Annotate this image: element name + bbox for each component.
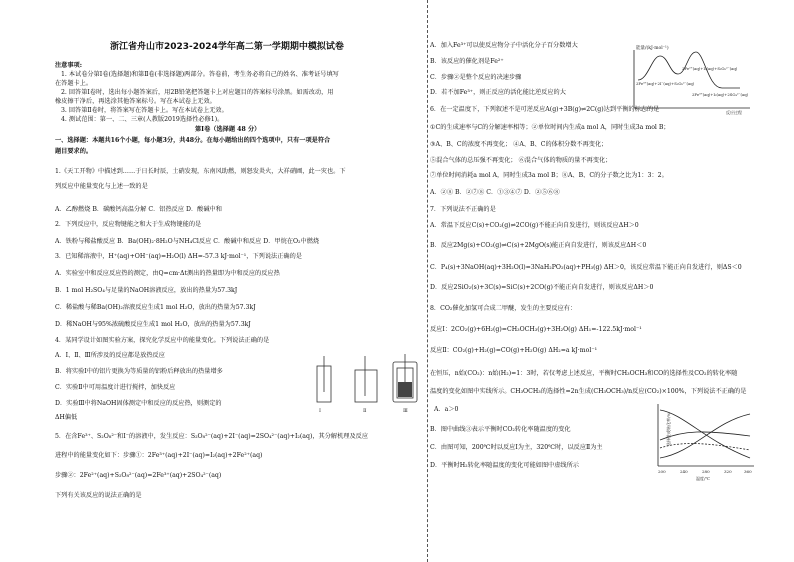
option-line: B．该反应的催化剂是Fe²⁺ bbox=[430, 58, 504, 65]
tick-label: 280 bbox=[702, 469, 710, 474]
part1-heading: 第Ⅰ卷（选择题 48 分） bbox=[195, 126, 261, 133]
tick-label: 240 bbox=[680, 469, 688, 474]
svg-text:Ⅱ: Ⅱ bbox=[363, 408, 367, 414]
left-column bbox=[55, 0, 427, 562]
reaction-line: 反应Ⅰ：2CO₂(g)+6H₂(g)=CH₃OCH₃(g)+3H₂O(g) ΔH₁=-122.5kJ·mol⁻¹ bbox=[430, 326, 642, 333]
question-line: 3．已知稀溶液中，H⁺(aq)+OH⁻(aq)=H₂O(l) ΔH=-57.3 kJ·mol⁻¹，下列说法正确的是 bbox=[55, 253, 302, 260]
question-line: 进程中的能量变化如下：步骤①：2Fe³⁺(aq)+2I⁻(aq)=I₂(aq)+2Fe²⁺(aq) bbox=[55, 452, 263, 459]
question-line: 6．在一定温度下，下列叙述不是可逆反应A(g)+3B(g)⇌2C(g)达到平衡的标志的是 bbox=[430, 106, 660, 113]
option-line: D．若不加Fe³⁺，则正反应的活化能比逆反应的大 bbox=[430, 89, 566, 96]
energy-label-1: 2Fe³⁺(aq)+2I⁻(aq)+S₂O₈²⁻(aq) bbox=[636, 81, 695, 86]
column-divider bbox=[427, 0, 428, 562]
notice-line: 1. 本试卷分第Ⅰ卷(选择题)和第Ⅱ卷(非选择题)两部分。答卷前，考生务必将自己的姓名、准考证号填写 bbox=[61, 71, 339, 78]
exam-title: 浙江省舟山市2023-2024学年高二第一学期期中模拟试卷 bbox=[110, 42, 344, 52]
curve-y-label: 选择性或转化率/% bbox=[666, 412, 671, 446]
notice-heading: 注意事项: bbox=[55, 62, 83, 69]
notice-line: 4. 测试范围：第一、二、三章(人教版2019选择性必修1)。 bbox=[61, 116, 224, 123]
option-line: C．由图可知，200℃时以反应Ⅰ为主，320℃时，以反应Ⅱ为主 bbox=[430, 444, 603, 451]
tick-label: 200 bbox=[658, 469, 666, 474]
option-line: A．②⑧ B．②⑦⑧ C．①③④⑦ D．②⑤⑥⑧ bbox=[430, 189, 560, 196]
question-line: 列反应中能量变化与上述一致的是 bbox=[55, 183, 148, 190]
question-line: ⑤混合气体的总压强不再变化； ⑥混合气体的物质的量不再变化； bbox=[430, 157, 612, 164]
question-line: 步骤②：2Fe²⁺(aq)+S₂O₈²⁻(aq)=2Fe³⁺(aq)+2SO₄²⁻(aq) bbox=[55, 472, 222, 479]
right-column bbox=[430, 0, 770, 562]
option-line: B．将实验Ⅰ中的铝片更换为等质量的铝粉后释放出的热量增多 bbox=[55, 368, 223, 375]
beaker-icon bbox=[355, 370, 377, 402]
option-line: A．乙醇燃烧 B．碳酸钙高温分解 C．铝热反应 D．酸碱中和 bbox=[55, 206, 222, 213]
question-line: 2．下列反应中，反应物键能之和大于生成物键能的是 bbox=[55, 221, 202, 228]
option-line: B．图中曲线③表示平衡时CO₂转化率随温度的变化 bbox=[430, 426, 571, 433]
question-line: 5．在含Fe³⁺、S₂O₈²⁻和I⁻的溶液中，发生反应：S₂O₈²⁻(aq)+2I⁻(aq)=2SO₄²⁻(aq)+I₂(aq)，其分解机理及反应 bbox=[55, 433, 369, 440]
option-line: D．稀NaOH与95%浓硫酸反应生成1 mol H₂O，放出的热量为57.3kJ bbox=[55, 321, 251, 328]
question-line: 在恒压，n始(CO₂)：n始(H₂)=1：3时，若仅考虑上述反应，平衡时CH₃OCH₃和CO的选择性及CO₂的转化率随 bbox=[430, 370, 738, 377]
question-line: 1.《天工开物》中描述到……于日长时辰，土硝发现，东南风助燃，则怒发炎火，大祥硝圃，此一灾也。下 bbox=[55, 168, 346, 175]
question-line: ⑦单位时间消耗a mol A，同时生成3a mol B；⑧A、B、C的分子数之比为1：3：2。 bbox=[430, 172, 668, 179]
option-line-cont: ΔH偏低 bbox=[55, 414, 78, 421]
experiment-figure bbox=[307, 352, 425, 414]
option-line: D．平衡时H₂转化率随温度的变化可能如图中虚线所示 bbox=[430, 462, 579, 469]
reaction-line: 反应Ⅱ：CO₂(g)+H₂(g)=CO(g)+H₂O(g) ΔH₂=a kJ·mol⁻¹ bbox=[430, 347, 598, 354]
option-line: A．a＞0 bbox=[434, 406, 459, 413]
notice-line: 3. 回答第Ⅱ卷时，将答案写在答题卡上。写在本试卷上无效。 bbox=[61, 107, 228, 114]
option-line: C．稀盐酸与稀Ba(OH)₂溶液反应生成1 mol H₂O，放出的热量为57.3kJ bbox=[55, 304, 256, 311]
svg-text:Ⅲ: Ⅲ bbox=[403, 408, 408, 414]
section-heading: 一、选择题：本题共16个小题，每小题3分，共48分。在每小题给出的四个选项中，只有一项是符合 bbox=[55, 137, 331, 144]
question-line: 下列有关该反应的说法正确的是 bbox=[55, 492, 142, 499]
section-heading-cont: 题目要求的。 bbox=[55, 148, 93, 155]
question-line: ③A、B、C的浓度不再变化； ④A、B、C的体积分数不再变化； bbox=[430, 141, 608, 148]
option-line: A．铁粉与稀盐酸反应 B．Ba(OH)₂·8H₂O与NH₄Cl反应 C．酸碱中和反应 D．甲烷在O₂中燃烧 bbox=[55, 238, 320, 245]
energy-x-label: 反应过程 bbox=[726, 110, 742, 115]
energy-diagram bbox=[630, 44, 766, 116]
question-line: 温度的变化如图中实线所示。CH₃OCH₃的选择性=2n生成(CH₃OCH₃)/n反应(CO₂)×100%，下列说法不正确的是 bbox=[430, 388, 747, 395]
option-line: C．实验Ⅱ中可用温度计进行搅拌，加快反应 bbox=[55, 384, 176, 391]
question-line: 8．CO₂催化加氢可合成二甲醚，发生的主要反应有： bbox=[430, 305, 577, 312]
notice-line: 2. 回答第Ⅰ卷时，选出每小题答案后，用2B铅笔把答题卡上对应题目的答案标号涂黑。如需改动，用 bbox=[61, 89, 334, 96]
tick-label: 360 bbox=[744, 469, 752, 474]
energy-label-3: 2Fe³⁺(aq)+I₂(aq)+2SO₄²⁻(aq) bbox=[692, 92, 749, 97]
tick-label: 320 bbox=[724, 469, 732, 474]
question-line: ①C的生成速率与C的分解速率相等；②单位时间内生成a mol A，同时生成3a mol B； bbox=[430, 124, 670, 131]
svg-text:Ⅰ: Ⅰ bbox=[319, 408, 321, 414]
notice-line: 橡皮擦干净后，再选涂其他答案标号。写在本试卷上无效。 bbox=[55, 98, 216, 105]
question-line: 4．某同学设计如图实验方案，探究化学反应中的能量变化。下列说法正确的是 bbox=[55, 337, 270, 344]
option-line: A．常温下反应C(s)+CO₂(g)⇌2CO(g)不能正向自发进行，则该反应ΔH＞0 bbox=[430, 222, 639, 229]
question-line: 7．下列说法不正确的是 bbox=[430, 206, 496, 213]
curve-2 bbox=[660, 414, 750, 458]
selectivity-chart bbox=[644, 400, 764, 482]
option-line: A．Ⅰ、Ⅱ、Ⅲ所涉及的反应都是放热反应 bbox=[55, 352, 165, 359]
option-line: A．实验室中和反应反应热的测定，由Q=cm·Δt测出的热量即为中和反应的反应热 bbox=[55, 270, 280, 277]
option-line: D．反应2SiO₂(s)+3C(s)=SiC(s)+2CO(g)不能正向自发进行，则该反应ΔH＞0 bbox=[430, 284, 654, 291]
notice-line: 在答题卡上。 bbox=[55, 80, 93, 87]
dashed-curve bbox=[660, 444, 750, 450]
option-line: B．反应2Mg(s)+CO₂(g)⇌C(s)+2MgO(s)能正向自发进行，则该反应ΔH＜0 bbox=[430, 242, 647, 249]
energy-label-2: 2Fe²⁺(aq)+I₂(aq)+S₂O₈²⁻(aq) bbox=[682, 66, 738, 71]
option-line: C．步骤②是整个反应的决速步骤 bbox=[430, 74, 522, 81]
option-line: B．1 mol H₂SO₄与足量的NaOH溶液反应，放出的热量为57.3kJ bbox=[55, 287, 238, 294]
curve-x-label: 温度/℃ bbox=[696, 476, 710, 481]
option-line: C．P₄(s)+3NaOH(aq)+3H₂O(l)=3NaH₂PO₂(aq)+PH₃(g) ΔH＞0，该反应常温下能正向自发进行，则ΔS＜0 bbox=[430, 264, 742, 271]
option-line: D．实验Ⅲ中将NaOH固体测定中和反应的反应热，则测定的 bbox=[55, 400, 222, 407]
energy-y-label: 能量/(kJ·mol⁻¹) bbox=[636, 46, 669, 51]
option-line: A．加入Fe³⁺可以使反应物分子中活化分子百分数增大 bbox=[430, 42, 578, 49]
